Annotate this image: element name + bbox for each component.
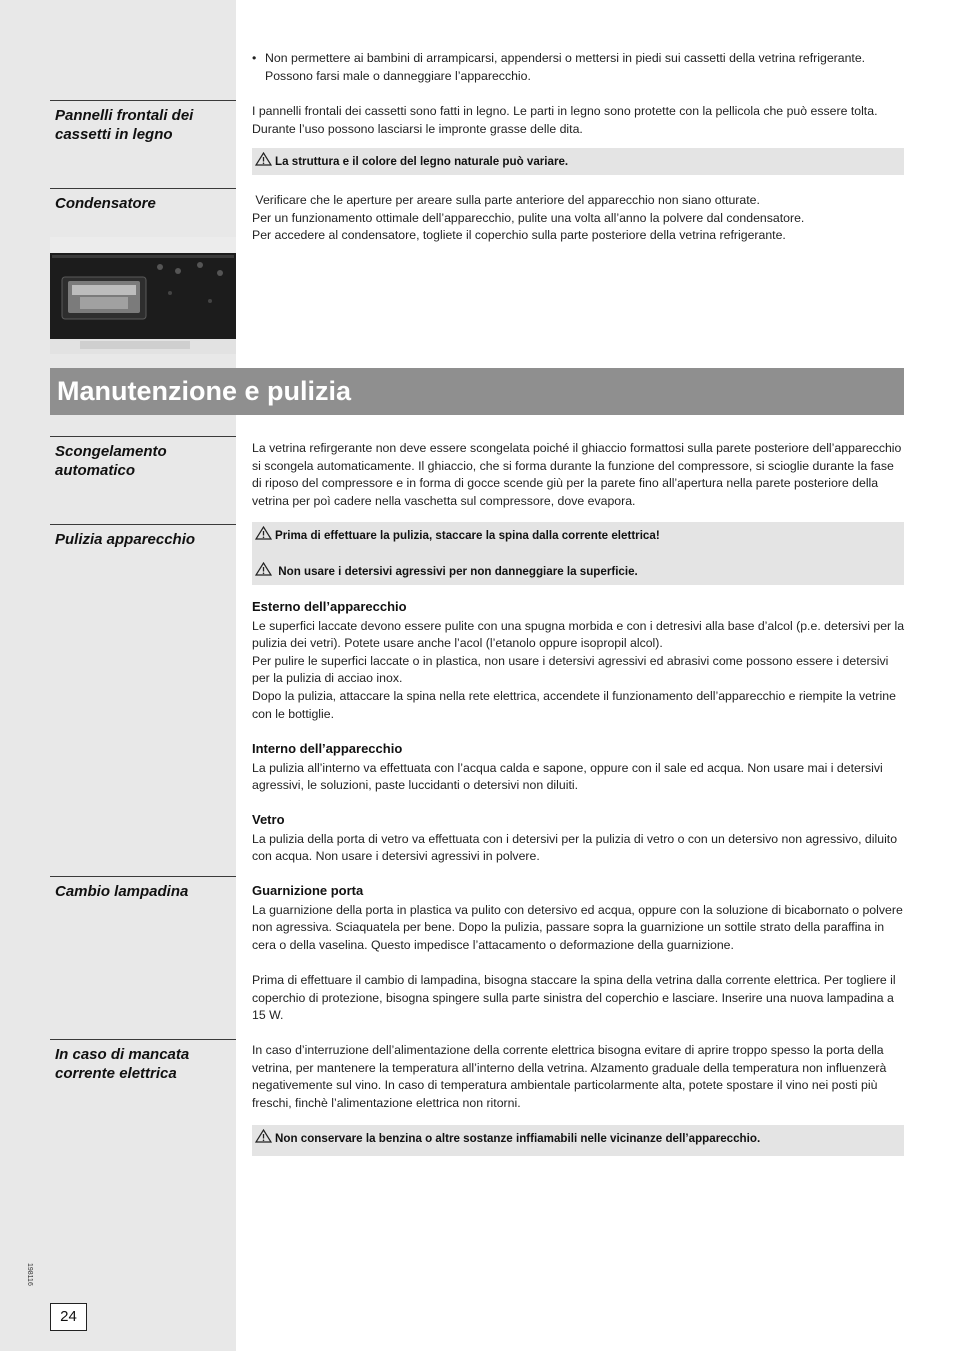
page-number: 24 xyxy=(50,1303,87,1331)
vetro-block xyxy=(252,811,906,866)
esterno-line: Le superfici laccate devono essere pulite con una spugna morbida e con i detresivi alla base d’alcol (p.e. detersivi per la pulizia dei vetri). Potete usare anche l’acol (l’etanolo oppure isopropil alcol). xyxy=(252,618,905,651)
guarnizione-block xyxy=(252,882,906,954)
esterno-block xyxy=(252,598,906,723)
condensatore-line: Per un funzionamento ottimale dell’apparecchio, pulite una volta all’anno la polvere dal condensatore. xyxy=(252,210,805,225)
bullet-text: Non permettere ai bambini di arrampicarsi, appendersi o mettersi in piedi sui cassetti della vetrina refrigerante. Possono farsi male o danneggiare l’apparecchio. xyxy=(265,51,866,83)
corrente-text: In caso d’interruzione dell’alimentazione della corrente elettrica bisogna evitare di aprire troppo spesso la porta della vetrina, per mantenere la temperatura all’interno della vetrina. Alzamento graduale della temperatura non influenzerà negativemente sul vino. In caso di temperatura ambientale particolarmente alta, potete spostare il vino nei posti più freschi, finchè l’alimentazione elettrica non ritorni. xyxy=(252,1043,887,1110)
pannelli-text: I pannelli frontali dei cassetti sono fatti in legno. Le parti in legno sono protette con la pellicola che può essere tolta. Durante l’uso possono lasciarsi le impronte grasse delle dita. xyxy=(252,104,878,136)
warning-triangle-icon xyxy=(255,562,272,576)
warning-triangle-icon xyxy=(255,526,272,540)
warning-triangle-icon xyxy=(255,1129,272,1143)
heading-pulizia: Pulizia apparecchio xyxy=(50,524,236,549)
heading-lampadina: Cambio lampadina xyxy=(50,876,236,901)
condensatore-line: Verificare che le aperture per areare sulla parte anteriore del apparecchio non siano otturate. xyxy=(252,193,760,207)
warning-box-wood xyxy=(252,148,904,175)
guarnizione-text: La guarnizione della porta in plastica va pulito con detersivo ed acqua, oppure con la soluzione di bicabornato o polvere non agressiva. Sciaquatela per bene. Dopo la pulizia, passare sopra la guarnizione un sottile strato della paraffina in cera o della vaselina. Questo impedisce l’attacamento o deformazione della guarnizione. xyxy=(252,902,903,952)
condensatore-text xyxy=(252,192,906,245)
interno-block xyxy=(252,740,906,795)
warning-text: Prima di effettuare la pulizia, staccare la spina dalla corrente elettrica! xyxy=(275,529,660,542)
warning-line xyxy=(255,1129,904,1149)
section-banner xyxy=(50,368,904,415)
warning-text: Non usare i detersivi agressivi per non danneggiare la superficie. xyxy=(278,565,638,578)
condenser-photo xyxy=(50,237,236,354)
warning-line xyxy=(255,562,904,582)
heading-scongelamento: Scongelamento automatico xyxy=(50,436,236,480)
warning-box-cleaning xyxy=(252,522,904,585)
warning-line xyxy=(255,526,904,546)
lampadina-text: Prima di effettuare il cambio di lampadina, bisogna staccare la spina della vetrina dalla corrente elettrica. Per togliere il coperchio di protezione, bisogna spingere sulla parte sinistra del coperchio e lasciare. Inserire una nuova lampadina a 15 W. xyxy=(252,973,896,1023)
document-code: 198116 xyxy=(26,1263,33,1286)
esterno-line: Per pulire le superfici laccate o in plastica, non usare i detersivi agressivi ed abrasivi come possono essere i detersivi per la pulizia di acciao inox. xyxy=(252,653,889,686)
child-safety-bullet xyxy=(252,50,906,85)
subheading-guarnizione: Guarnizione porta xyxy=(252,883,364,898)
subheading-interno: Interno dell’apparecchio xyxy=(252,741,403,756)
warning-text: Non conservare la benzina o altre sostanze inffiamabili nelle vicinanze dell’apparecchio. xyxy=(275,1132,761,1145)
interno-text: La pulizia all’interno va effettuata con l’acqua calda e sapone, oppure con il sale ed acqua. Non usare mai i detersivi agressivi, le soluzioni, paste luccidanti o detersivi non diluiti. xyxy=(252,760,883,793)
vetro-text: La pulizia della porta di vetro va effettuata con i detersivi per la pulizia di vetro o con un detersivo non agressivo, diluito con acqua. Non usare i detersivi agressivi in polvere. xyxy=(252,831,898,864)
subheading-vetro: Vetro xyxy=(252,812,285,827)
warning-triangle-icon xyxy=(255,152,272,166)
esterno-line: Dopo la pulizia, attaccare la spina nella rete elettrica, accendete il funzionamento dell’apparecchio e riempite la vetrine con le bottiglie. xyxy=(252,688,896,721)
heading-corrente: In caso di mancata corrente elettrica xyxy=(50,1039,236,1083)
warning-box-flammable xyxy=(252,1125,904,1156)
bullet-symbol: • xyxy=(252,51,257,65)
warning-text: La struttura e il colore del legno naturale può variare. xyxy=(275,155,569,168)
scongelamento-text: La vetrina refirgerante non deve essere scongelata poiché il ghiaccio formattosi sulla parete posteriore dell’apparecchio si scongela automaticamente. Il ghiaccio, che si forma durante la funzione del compressore, si scioglie durante la fase di riposo del compressore e in forma di gocce scende giù per la parete fino all’apertura nella parete posteriore della vetrina per poì cadere nella vaschetta sul compressore, dove evapora. xyxy=(252,441,902,508)
warning-line xyxy=(255,152,904,172)
condensatore-line: Per accedere al condensatore, togliete il coperchio sulla parte posteriore della vetrina refrigerante. xyxy=(252,228,786,243)
subheading-esterno: Esterno dell’apparecchio xyxy=(252,599,407,614)
heading-condensatore: Condensatore xyxy=(50,188,236,213)
section-title: Manutenzione e pulizia xyxy=(57,376,352,406)
heading-pannelli: Pannelli frontali dei cassetti in legno xyxy=(50,100,236,144)
